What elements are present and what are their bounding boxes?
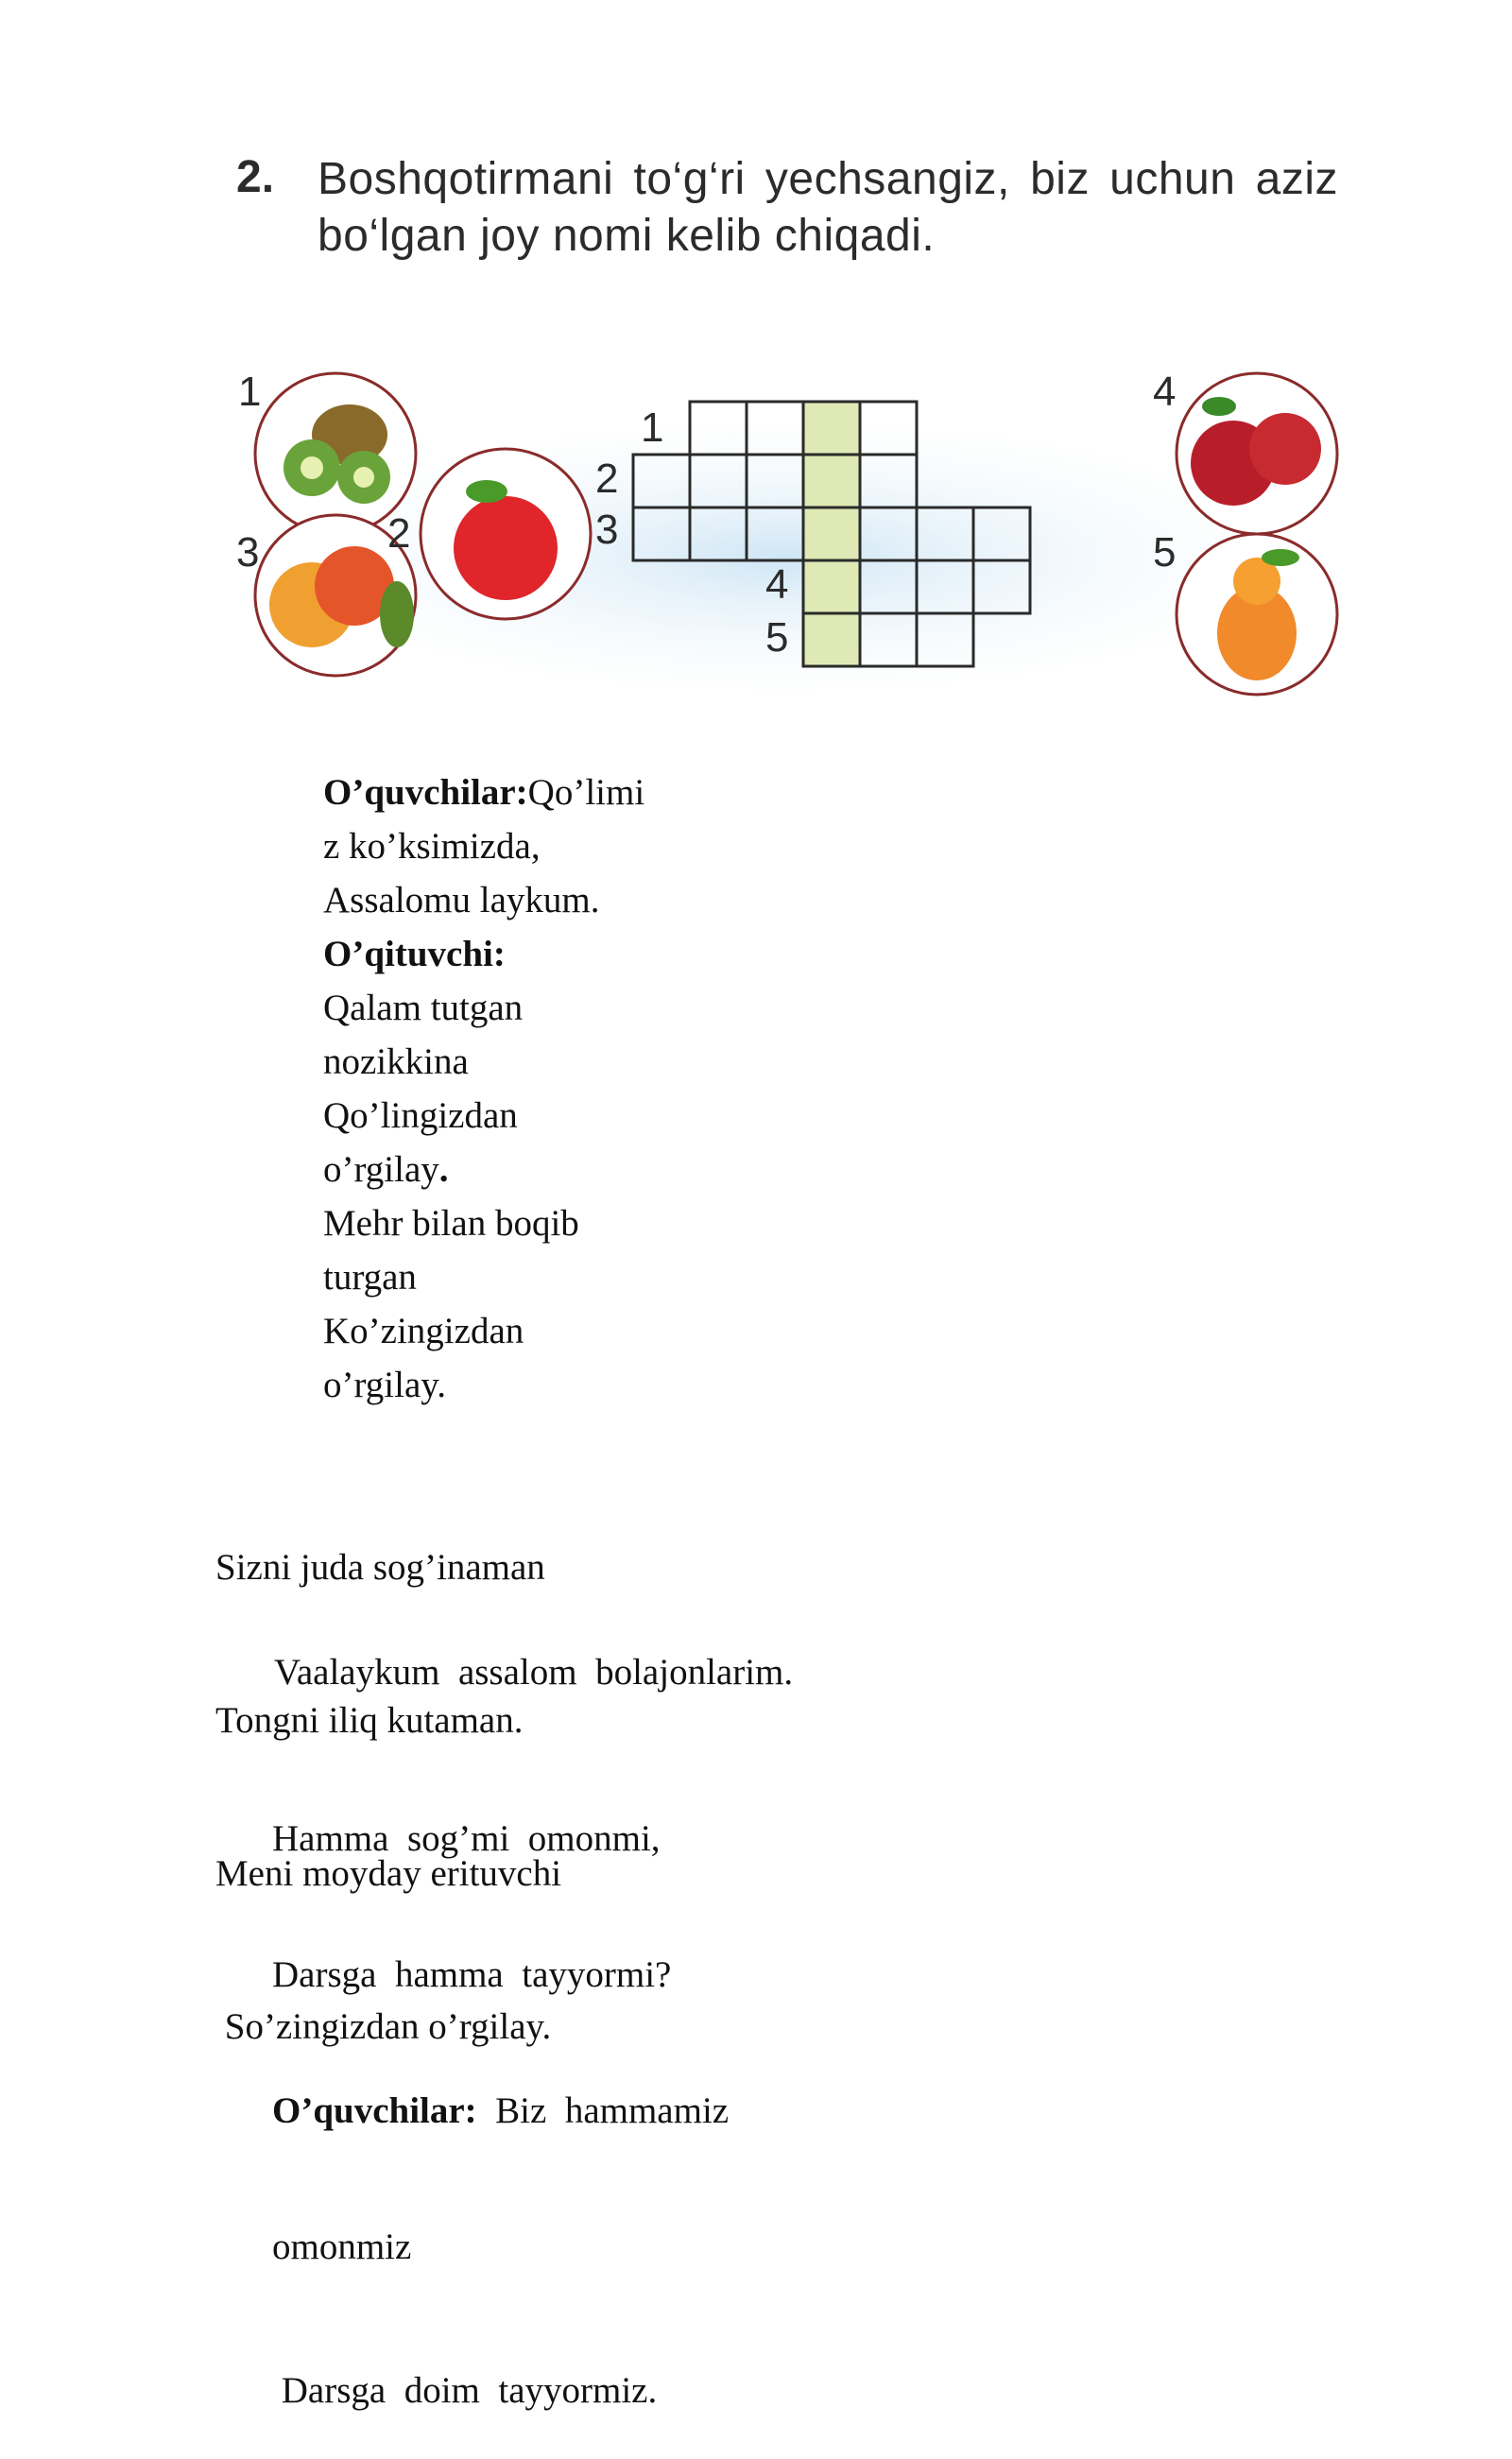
poem-line: o’rgilay.: [323, 1365, 446, 1405]
fruit-number-2: 2: [387, 510, 411, 557]
poem-period: .: [438, 1149, 449, 1190]
row-number-3: 3: [595, 507, 619, 553]
dialog-line: Darsga hamma tayyormi?: [272, 1954, 672, 1995]
poem-line: [323, 1143, 644, 1196]
teacher-reply: Vaalaykum assalom bolajonlarim.: [274, 1652, 794, 1693]
poem-line: Qalam tutgan: [323, 988, 524, 1028]
dialog-line: Hamma sog’mi omonmi,: [272, 1818, 661, 1859]
poem-line: [323, 765, 644, 819]
speaker-label: O’quvchilar:: [272, 2090, 477, 2131]
fruit-number-5: 5: [1153, 529, 1177, 576]
poem-line: Sizni juda sog’inaman: [215, 1547, 545, 1588]
poem-line: z ko’ksimizda,: [323, 826, 541, 867]
apple-icon: [421, 449, 591, 619]
fruit-number-4: 4: [1153, 369, 1177, 415]
row-number-4: 4: [765, 561, 789, 608]
poem-line: turgan: [323, 1257, 417, 1298]
speaker-label: O’quvchilar:: [323, 772, 528, 813]
poem-line: So’zingizdan o’rgilay.: [215, 2006, 552, 2047]
task-text: Boshqotirmani to‘g‘ri yechsangiz, biz uchun aziz bo‘lgan joy nomi kelib chiqadi.: [318, 154, 1338, 261]
row-number-1: 1: [641, 404, 664, 451]
row-number-2: 2: [595, 456, 619, 502]
dialog-block: [272, 1726, 729, 2459]
dialog-line: omonmiz: [272, 2227, 412, 2267]
pomegranate-icon: [1177, 373, 1337, 534]
crossword-puzzle: [217, 369, 1351, 699]
fruit-number-3: 3: [236, 529, 260, 576]
poem-block-1: [323, 765, 644, 1412]
poem-line: Tongni iliq kutaman.: [215, 1700, 524, 1741]
poem-line: Ko’zingizdan: [323, 1311, 524, 1351]
crossword-highlight-column: [803, 402, 860, 666]
poem-line: Meni moyday erituvchi: [215, 1853, 562, 1894]
row-number-5: 5: [765, 614, 789, 661]
dialog-text: Biz hammamiz: [476, 2090, 730, 2131]
fruit-number-1: 1: [238, 369, 262, 415]
poem-text: o’rgilay: [323, 1149, 439, 1190]
dialog-line: [272, 2089, 729, 2134]
dialog-line: Darsga doim tayyormiz.: [272, 2370, 658, 2411]
poem-line: nozikkina: [323, 1041, 469, 1082]
poem-line: Mehr bilan boqib: [323, 1203, 579, 1244]
pear-icon: [1177, 534, 1337, 695]
poem-line: Assalomu laykum.: [323, 880, 600, 920]
poem-line: Qo’lingizdan: [323, 1095, 518, 1136]
speaker-label: O’qituvchi:: [323, 934, 506, 974]
poem-text: Qo’limi: [527, 772, 645, 813]
task-number: 2.: [236, 152, 275, 202]
